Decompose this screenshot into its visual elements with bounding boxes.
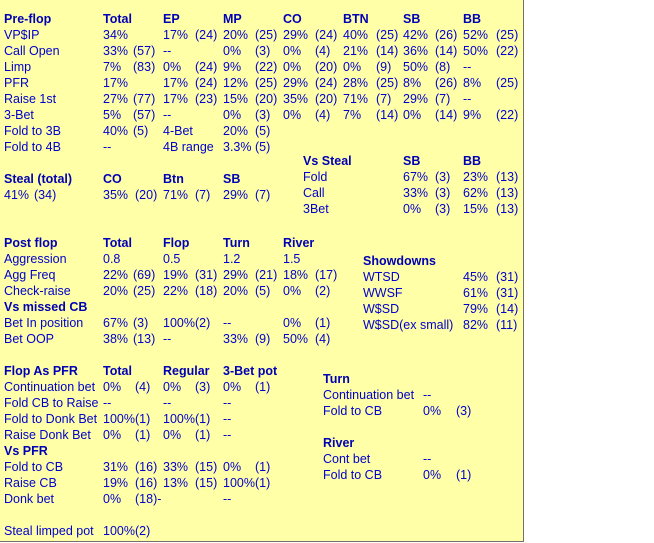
vs-steal-header-bb: BB: [463, 154, 482, 168]
preflop-cell-value: --: [463, 60, 472, 74]
postflop-cell-value: 18%: [283, 268, 309, 282]
preflop-cell-count: (3): [255, 44, 271, 58]
turn-row-value: --: [423, 388, 432, 402]
flop-pfr-cell-value: --: [223, 396, 232, 410]
missed-cb-row-label: Bet In position: [4, 316, 84, 330]
vs-steal-title: Vs Steal: [303, 154, 352, 168]
postflop-cell-count: (2): [315, 284, 331, 298]
vs-steal-cell-count: (3): [435, 170, 451, 184]
missed-cb-cell-value: 100%(2): [163, 316, 211, 330]
preflop-column-header: CO: [283, 12, 302, 26]
showdown-count: (31): [496, 270, 519, 284]
flop-pfr-cell-value: 0%: [103, 380, 122, 394]
vs-pfr-cell-count: (1): [255, 460, 271, 474]
preflop-cell-value: 0%: [283, 44, 302, 58]
preflop-cell-value: 17%: [163, 28, 189, 42]
preflop-cell-value: 36%: [403, 44, 429, 58]
preflop-cell-value: 27%: [103, 92, 129, 106]
preflop-cell-count: (20): [315, 60, 338, 74]
turn-row-label: Continuation bet: [323, 388, 415, 402]
turn-row-count: (3): [456, 404, 472, 418]
postflop-cell-value: 29%: [223, 268, 249, 282]
postflop-row-label: Agg Freq: [4, 268, 56, 282]
preflop-row-label: Call Open: [4, 44, 60, 58]
river-title: River: [323, 436, 355, 450]
vs-steal-row-label: Call: [303, 186, 325, 200]
preflop-cell-value: --: [463, 92, 472, 106]
preflop-cell-value: 17%: [103, 76, 129, 90]
preflop-column-header: SB: [403, 12, 421, 26]
turn-row-label: Fold to CB: [323, 404, 383, 418]
preflop-cell-value: 0%: [403, 108, 422, 122]
postflop-cell-value: 1.2: [223, 252, 241, 266]
flop-pfr-row-label: Raise Donk Bet: [4, 428, 91, 442]
preflop-cell-count: (20): [255, 92, 278, 106]
fold-to-4bet-label: Fold to 4B: [4, 140, 61, 154]
vs-steal-row-label: 3Bet: [303, 202, 329, 216]
vs-steal-cell-count: (3): [435, 186, 451, 200]
postflop-cell-value: 22%: [103, 268, 129, 282]
vs-pfr-cell-count: (16): [135, 476, 158, 490]
postflop-cell-value: 20%: [103, 284, 129, 298]
vs-steal-header-sb: SB: [403, 154, 421, 168]
showdown-label: W$SD(ex small): [363, 318, 454, 332]
vs-pfr-cell-count: (16): [135, 460, 158, 474]
preflop-cell-count: (14): [376, 44, 399, 58]
turn-row-value: 0%: [423, 404, 442, 418]
missed-cb-cell-value: 38%: [103, 332, 129, 346]
showdown-count: (14): [496, 302, 519, 316]
steal-cell-count: (7): [255, 188, 271, 202]
vs-pfr-title: Vs PFR: [4, 444, 48, 458]
four-bet-range-value: 3.3%: [223, 140, 252, 154]
preflop-cell-value: 33%: [103, 44, 129, 58]
showdowns-title: Showdowns: [363, 254, 436, 268]
preflop-cell-value: --: [163, 44, 172, 58]
flop-pfr-cell-value: 100%(1): [163, 412, 211, 426]
preflop-cell-count: (83): [133, 60, 156, 74]
steal-cell-value: 71%: [163, 188, 189, 202]
preflop-cell-count: (4): [315, 44, 331, 58]
preflop-cell-count: (8): [435, 60, 451, 74]
preflop-cell-count: (3): [255, 108, 271, 122]
preflop-cell-value: 0%: [163, 60, 182, 74]
flop-pfr-cell-value: --: [223, 428, 232, 442]
postflop-cell-count: (5): [255, 284, 271, 298]
preflop-cell-count: (22): [496, 44, 519, 58]
preflop-cell-count: (14): [435, 44, 458, 58]
flop-pfr-cell-value: --: [103, 396, 112, 410]
postflop-cell-value: 0.5: [163, 252, 181, 266]
preflop-cell-value: 28%: [343, 76, 369, 90]
preflop-cell-count: (7): [435, 92, 451, 106]
postflop-column-header: Total: [103, 236, 132, 250]
vs-pfr-cell-count: (15): [195, 460, 218, 474]
flop-pfr-cell-value: 0%: [223, 380, 242, 394]
showdown-value: 82%: [463, 318, 489, 332]
preflop-cell-value: 9%: [223, 60, 242, 74]
flop-pfr-cell-value: 0%: [163, 428, 182, 442]
preflop-cell-count: (9): [376, 60, 392, 74]
vs-pfr-cell-value: 0%: [223, 460, 242, 474]
postflop-cell-count: (21): [255, 268, 278, 282]
vs-pfr-cell-count: (18)-: [135, 492, 162, 506]
showdown-count: (11): [496, 318, 518, 332]
preflop-cell-value: 5%: [103, 108, 122, 122]
preflop-cell-count: (25): [255, 28, 278, 42]
preflop-column-header: EP: [163, 12, 180, 26]
postflop-row-label: Aggression: [4, 252, 67, 266]
preflop-row-label: Limp: [4, 60, 32, 74]
four-bet-label: 4-Bet: [163, 124, 193, 138]
preflop-cell-value: 15%: [223, 92, 249, 106]
missed-cb-cell-count: (9): [255, 332, 271, 346]
fold-to-3bet-label: Fold to 3B: [4, 124, 61, 138]
vs-pfr-row-label: Raise CB: [4, 476, 57, 490]
preflop-cell-count: (26): [435, 76, 458, 90]
preflop-cell-value: 0%: [343, 60, 362, 74]
postflop-cell-value: 19%: [163, 268, 189, 282]
vs-missed-cb-title: Vs missed CB: [4, 300, 88, 314]
postflop-column-header: River: [283, 236, 315, 250]
steal-total-title: Steal (total): [4, 172, 73, 186]
preflop-row-label: VP$IP: [4, 28, 40, 42]
postflop-cell-count: (69): [133, 268, 156, 282]
missed-cb-cell-count: (1): [315, 316, 331, 330]
flop-pfr-column-header: Total: [103, 364, 132, 378]
missed-cb-cell-count: (3): [133, 316, 149, 330]
postflop-title: Post flop: [4, 236, 58, 250]
turn-title: Turn: [323, 372, 350, 386]
flop-pfr-cell-count: (4): [135, 380, 151, 394]
steal-header-co: CO: [103, 172, 122, 186]
missed-cb-cell-value: 67%: [103, 316, 129, 330]
postflop-cell-count: (17): [315, 268, 338, 282]
preflop-cell-value: 50%: [463, 44, 489, 58]
preflop-cell-value: 34%: [103, 28, 129, 42]
steal-header-sb: SB: [223, 172, 241, 186]
preflop-cell-value: 35%: [283, 92, 309, 106]
preflop-cell-value: 17%: [163, 92, 189, 106]
showdown-value: 79%: [463, 302, 489, 316]
showdown-label: W$SD: [363, 302, 400, 316]
vs-steal-cell-value: 15%: [463, 202, 489, 216]
flop-pfr-cell-value: --: [223, 412, 232, 426]
preflop-cell-value: 42%: [403, 28, 429, 42]
postflop-cell-value: 20%: [223, 284, 249, 298]
preflop-cell-value: 29%: [403, 92, 429, 106]
flop-pfr-cell-count: (1): [255, 380, 271, 394]
postflop-cell-count: (25): [133, 284, 156, 298]
missed-cb-cell-count: (4): [315, 332, 331, 346]
vs-pfr-cell-value: 31%: [103, 460, 129, 474]
preflop-cell-value: 7%: [343, 108, 362, 122]
vs-pfr-cell-count: (15): [195, 476, 218, 490]
missed-cb-cell-value: --: [163, 332, 172, 346]
preflop-cell-count: (24): [195, 60, 218, 74]
preflop-cell-value: 8%: [403, 76, 422, 90]
steal-limped-pot-label: Steal limped pot: [4, 524, 94, 538]
steal-cell-count: (20): [135, 188, 158, 202]
vs-steal-cell-value: 0%: [403, 202, 422, 216]
preflop-row-label: PFR: [4, 76, 29, 90]
preflop-cell-value: 0%: [283, 60, 302, 74]
showdown-label: WWSF: [363, 286, 403, 300]
vs-pfr-cell-value: 33%: [163, 460, 189, 474]
preflop-cell-value: 7%: [103, 60, 122, 74]
vs-steal-cell-count: (13): [496, 170, 519, 184]
steal-header-btn: Btn: [163, 172, 184, 186]
preflop-cell-count: (23): [195, 92, 218, 106]
fold-to-4bet-value: --: [103, 140, 112, 154]
preflop-column-header: BB: [463, 12, 482, 26]
preflop-column-header: Total: [103, 12, 132, 26]
vs-steal-cell-value: 23%: [463, 170, 489, 184]
preflop-cell-value: 0%: [223, 44, 242, 58]
preflop-cell-value: 50%: [403, 60, 429, 74]
preflop-row-label: Raise 1st: [4, 92, 57, 106]
preflop-cell-value: 9%: [463, 108, 482, 122]
flop-pfr-column-header: Regular: [163, 364, 210, 378]
flop-pfr-cell-value: 100%(1): [103, 412, 151, 426]
preflop-row-label: 3-Bet: [4, 108, 34, 122]
steal-cell-count: (7): [195, 188, 211, 202]
flop-pfr-cell-count: (3): [195, 380, 211, 394]
preflop-cell-count: (20): [315, 92, 338, 106]
preflop-cell-value: 29%: [283, 28, 309, 42]
preflop-cell-count: (26): [435, 28, 458, 42]
vs-pfr-row-label: Donk bet: [4, 492, 55, 506]
flop-pfr-cell-count: (1): [135, 428, 151, 442]
postflop-row-label: Check-raise: [4, 284, 71, 298]
vs-steal-cell-count: (3): [435, 202, 451, 216]
four-bet-range-label: 4B range: [163, 140, 214, 154]
postflop-cell-value: 0%: [283, 284, 302, 298]
flop-pfr-row-label: Continuation bet: [4, 380, 96, 394]
river-row-label: Cont bet: [323, 452, 371, 466]
postflop-cell-value: 0.8: [103, 252, 121, 266]
preflop-cell-count: (57): [133, 44, 156, 58]
preflop-cell-count: (24): [315, 28, 338, 42]
preflop-cell-count: (7): [376, 92, 392, 106]
four-bet-count: (5): [255, 124, 271, 138]
preflop-cell-value: 8%: [463, 76, 482, 90]
vs-pfr-cell-value: 100%(1): [223, 476, 271, 490]
vs-pfr-row-label: Fold to CB: [4, 460, 64, 474]
preflop-cell-count: (24): [195, 28, 218, 42]
vs-steal-cell-value: 67%: [403, 170, 429, 184]
preflop-cell-value: 0%: [223, 108, 242, 122]
vs-pfr-cell-value: 19%: [103, 476, 129, 490]
vs-steal-cell-value: 33%: [403, 186, 429, 200]
preflop-column-header: BTN: [343, 12, 369, 26]
flop-pfr-row-label: Fold to Donk Bet: [4, 412, 98, 426]
preflop-cell-value: 12%: [223, 76, 249, 90]
preflop-cell-value: 0%: [283, 108, 302, 122]
postflop-cell-value: 22%: [163, 284, 189, 298]
postflop-cell-count: (18): [195, 284, 218, 298]
preflop-cell-count: (14): [435, 108, 458, 122]
postflop-column-header: Flop: [163, 236, 190, 250]
preflop-cell-count: (25): [376, 76, 399, 90]
preflop-title: Pre-flop: [4, 12, 52, 26]
preflop-cell-value: 17%: [163, 76, 189, 90]
vs-steal-row-label: Fold: [303, 170, 328, 184]
flop-pfr-cell-value: 0%: [103, 428, 122, 442]
preflop-cell-count: (22): [496, 108, 519, 122]
preflop-cell-count: (24): [195, 76, 218, 90]
vs-steal-cell-value: 62%: [463, 186, 489, 200]
preflop-cell-count: (24): [315, 76, 338, 90]
postflop-cell-count: (31): [195, 268, 218, 282]
preflop-cell-value: 21%: [343, 44, 369, 58]
preflop-cell-count: (57): [133, 108, 156, 122]
fold-to-3bet-value: 40%: [103, 124, 129, 138]
flop-pfr-row-label: Fold CB to Raise: [4, 396, 99, 410]
preflop-cell-value: 29%: [283, 76, 309, 90]
preflop-cell-value: 40%: [343, 28, 369, 42]
vs-steal-cell-count: (13): [496, 202, 519, 216]
missed-cb-cell-value: 0%: [283, 316, 302, 330]
flop-as-pfr-title: Flop As PFR: [4, 364, 78, 378]
preflop-cell-count: (25): [376, 28, 399, 42]
preflop-cell-count: (14): [376, 108, 399, 122]
missed-cb-cell-value: 50%: [283, 332, 309, 346]
vs-pfr-cell-value: --: [223, 492, 232, 506]
steal-limped-pot-value: 100%(2): [103, 524, 151, 538]
steal-cell-value: 29%: [223, 188, 249, 202]
vs-pfr-cell-value: 13%: [163, 476, 189, 490]
steal-cell-value: 35%: [103, 188, 129, 202]
showdown-value: 61%: [463, 286, 489, 300]
preflop-cell-count: (25): [496, 76, 519, 90]
four-bet-value: 20%: [223, 124, 249, 138]
river-row-label: Fold to CB: [323, 468, 383, 482]
flop-pfr-cell-value: 0%: [163, 380, 182, 394]
steal-total-value: 41%: [4, 188, 30, 202]
preflop-cell-count: (22): [255, 60, 278, 74]
missed-cb-cell-count: (13): [133, 332, 156, 346]
four-bet-range-count: (5): [255, 140, 271, 154]
postflop-cell-value: 1.5: [283, 252, 301, 266]
vs-steal-cell-count: (13): [496, 186, 519, 200]
preflop-column-header: MP: [223, 12, 242, 26]
missed-cb-cell-value: 33%: [223, 332, 249, 346]
steal-total-count: (34): [34, 188, 57, 202]
preflop-cell-value: 71%: [343, 92, 369, 106]
preflop-cell-count: (77): [133, 92, 156, 106]
preflop-cell-count: (4): [315, 108, 331, 122]
missed-cb-cell-value: --: [223, 316, 232, 330]
preflop-cell-count: (25): [496, 28, 519, 42]
preflop-cell-value: 20%: [223, 28, 249, 42]
showdown-label: WTSD: [363, 270, 400, 284]
missed-cb-row-label: Bet OOP: [4, 332, 55, 346]
showdown-value: 45%: [463, 270, 489, 284]
fold-to-3bet-count: (5): [133, 124, 149, 138]
preflop-cell-value: 52%: [463, 28, 489, 42]
postflop-column-header: Turn: [223, 236, 250, 250]
flop-pfr-cell-value: --: [163, 396, 172, 410]
flop-pfr-column-header: 3-Bet pot: [223, 364, 278, 378]
preflop-cell-value: --: [163, 108, 172, 122]
flop-pfr-cell-count: (1): [195, 428, 211, 442]
showdown-count: (31): [496, 286, 519, 300]
preflop-cell-count: (25): [255, 76, 278, 90]
river-row-count: (1): [456, 468, 472, 482]
river-row-value: --: [423, 452, 432, 466]
river-row-value: 0%: [423, 468, 442, 482]
vs-pfr-cell-value: 0%: [103, 492, 122, 506]
